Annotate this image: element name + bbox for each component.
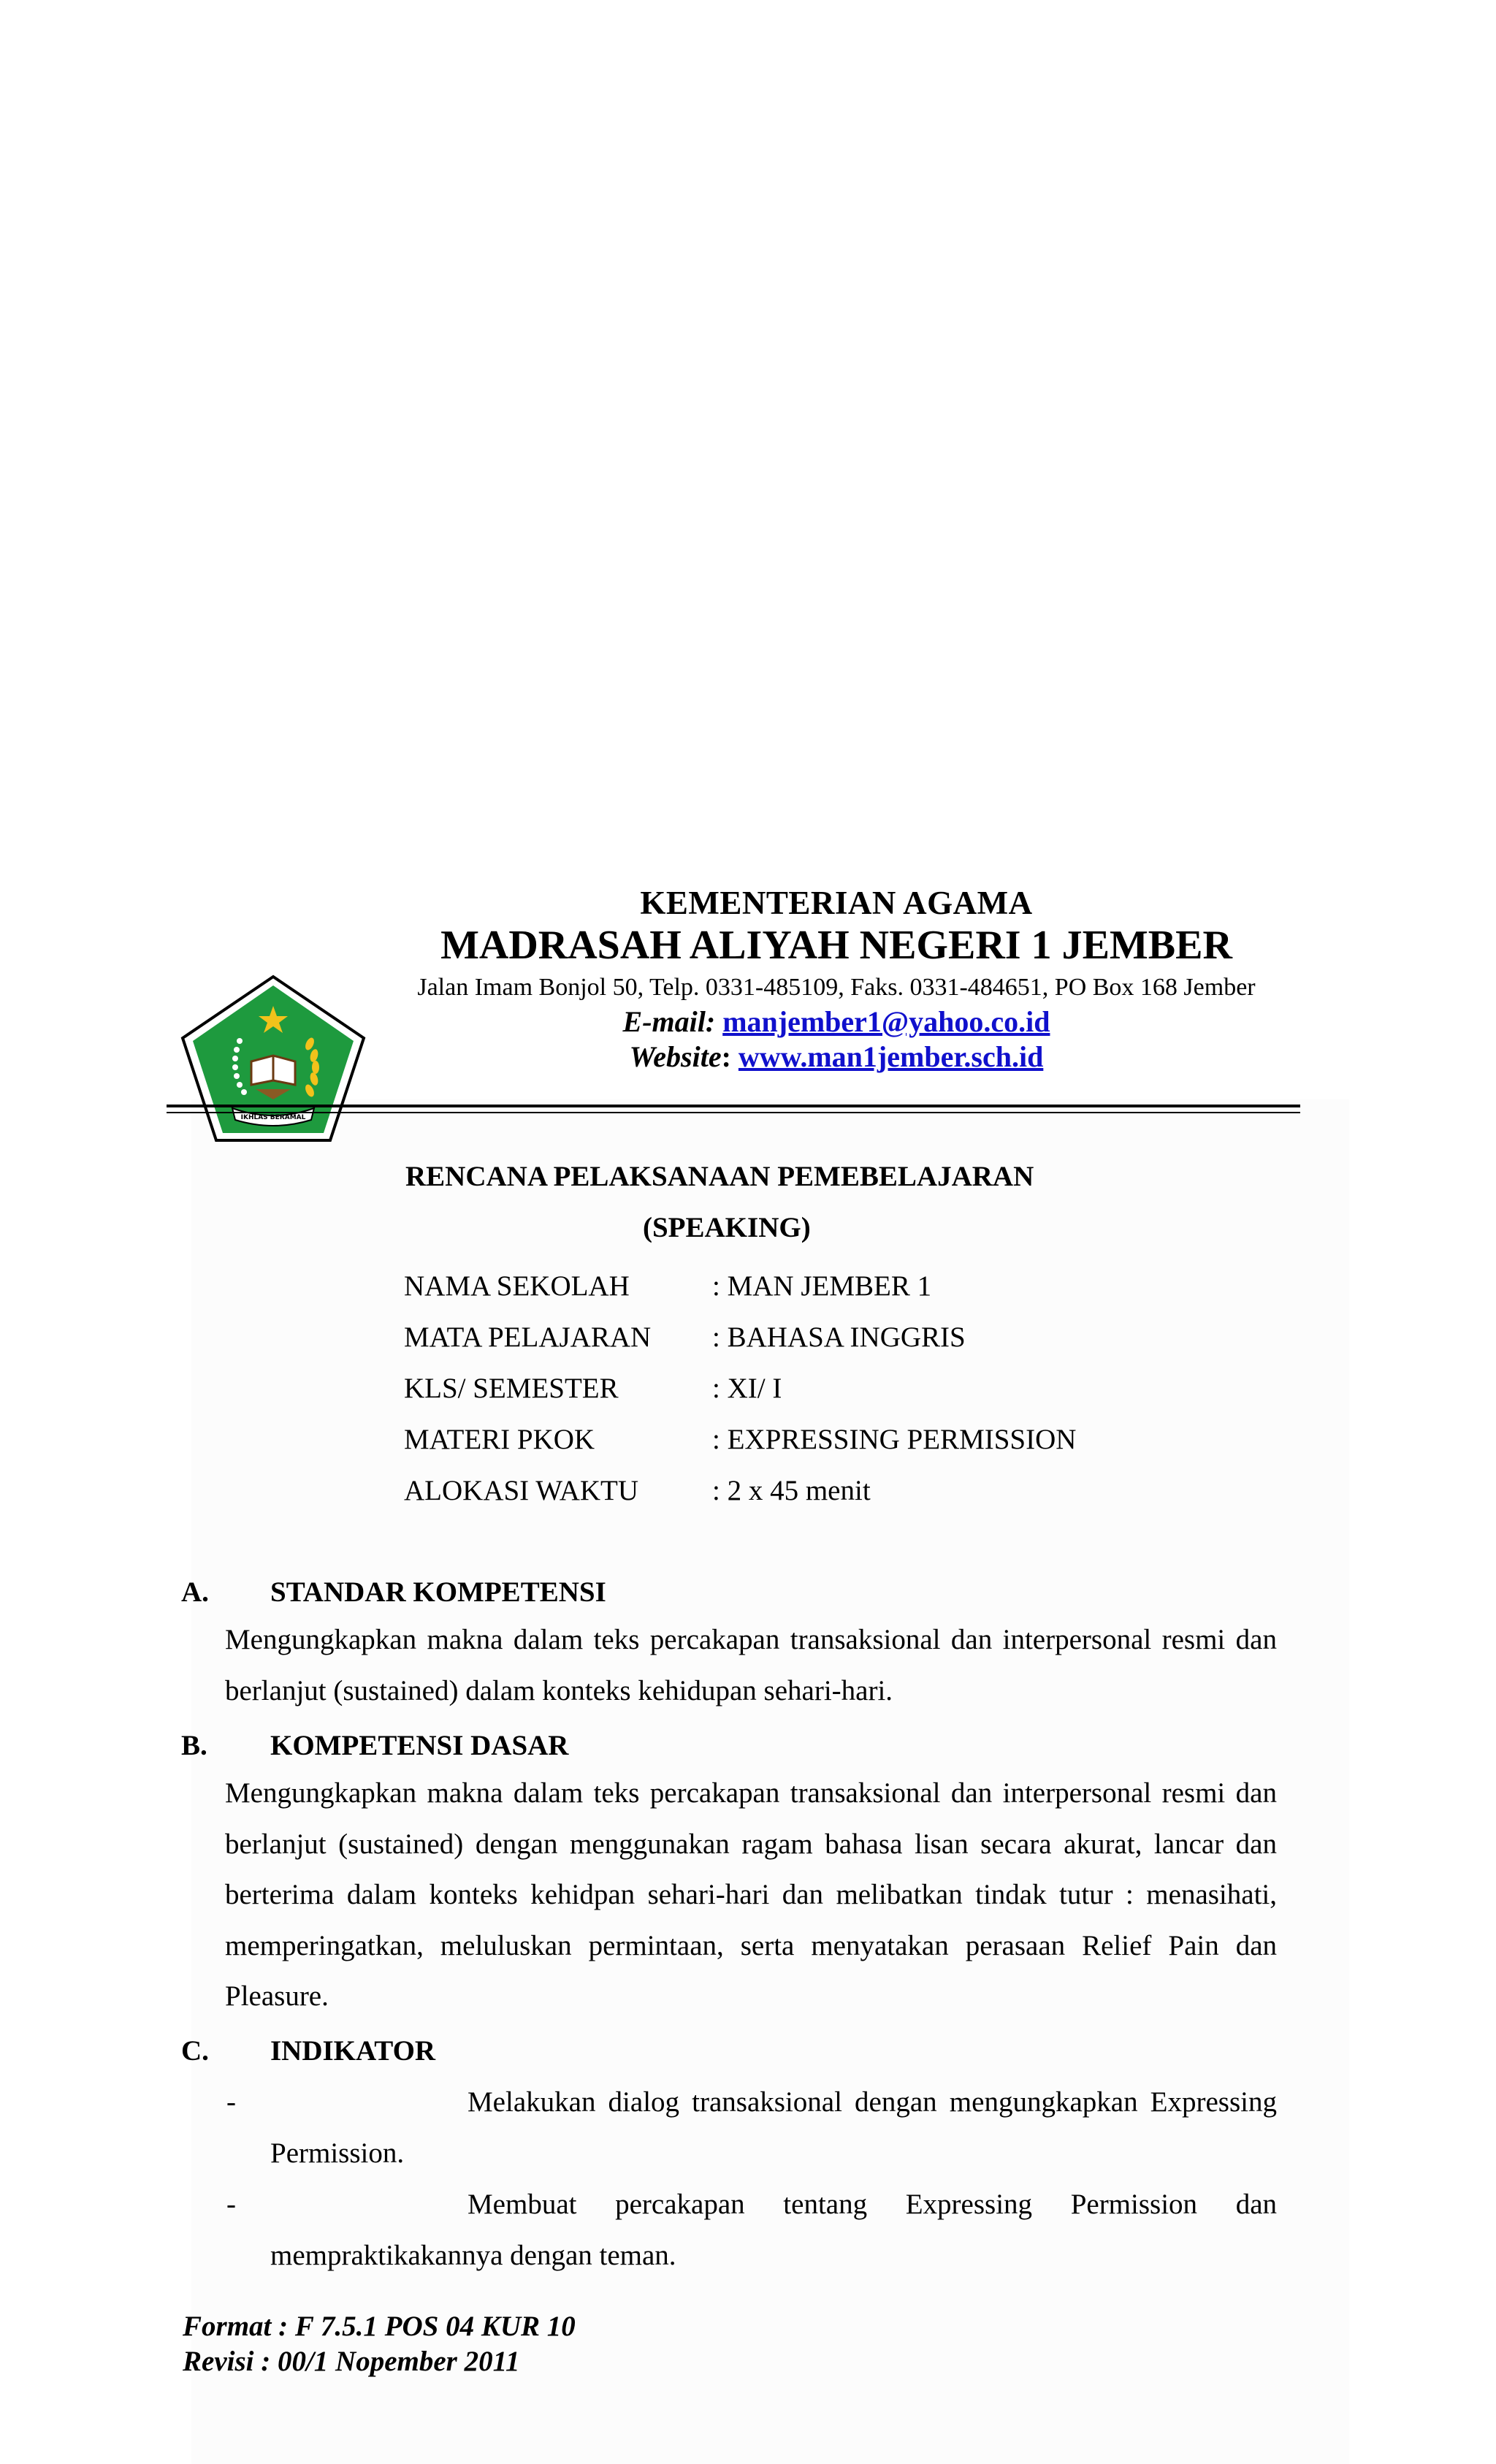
ministry-heading: KEMENTERIAN AGAMA — [640, 885, 1033, 921]
document-title: RENCANA PELAKSANAAN PEMEBELAJARAN — [405, 1161, 1034, 1192]
footer-format: Format : F 7.5.1 POS 04 KUR 10 — [183, 2311, 576, 2342]
section-letter: C. — [181, 2035, 209, 2067]
info-label: NAMA SEKOLAH — [404, 1270, 630, 1302]
document-subtitle: (SPEAKING) — [643, 1212, 811, 1243]
indicator-text-continued: Permission. — [270, 2137, 405, 2169]
section-paragraph: Mengungkapkan makna dalam teks percakapan transaksional dan interpersonal resmi dan berlanjut (sustained) dalam konteks kehidupan sehari-hari. — [225, 1624, 1277, 1706]
info-value: : 2 x 45 menit — [712, 1475, 871, 1506]
indicator-dash: - — [226, 2189, 236, 2220]
indicator-text: Membuat percakapan tentang Expressing Permission dan — [468, 2189, 1277, 2220]
indicator-text-continued: mempraktikakannya dengan teman. — [270, 2240, 676, 2271]
info-value: : BAHASA INGGRIS — [712, 1321, 966, 1353]
info-label: ALOKASI WAKTU — [404, 1475, 639, 1506]
school-address: Jalan Imam Bonjol 50, Telp. 0331-485109, Faks. 0331-484651, PO Box 168 Jember — [417, 974, 1256, 1001]
logo-motto: IKHLAS BERAMAL — [240, 1114, 306, 1121]
info-value: : XI/ I — [712, 1373, 782, 1404]
website-label: Website — [629, 1040, 722, 1073]
website-separator: : — [721, 1040, 731, 1073]
section-letter: A. — [181, 1576, 209, 1608]
ministry-logo — [180, 974, 367, 1143]
email-link[interactable]: manjember1@yahoo.co.id — [722, 1005, 1050, 1038]
indicator-text: Melakukan dialog transaksional dengan mengungkapkan Expressing — [468, 2086, 1277, 2118]
indicator-dash: - — [226, 2086, 236, 2118]
section-title: KOMPETENSI DASAR — [270, 1730, 569, 1761]
section-title: STANDAR KOMPETENSI — [270, 1576, 606, 1608]
header-rule-thick — [167, 1105, 1300, 1107]
section-paragraph: Mengungkapkan makna dalam teks percakapan transaksional dan interpersonal resmi dan berlanjut (sustained) dengan menggunakan ragam bahasa lisan secara akurat, lancar dan berterima dalam konteks kehidpan sehari-hari dan melibatkan tindak tutur : menasihati, memperingatkan, meluluskan permintaan, serta menyatakan perasaan Relief Pain dan Pleasure. — [225, 1777, 1277, 2012]
info-value: : MAN JEMBER 1 — [712, 1270, 932, 1302]
email-label: E-mail: — [622, 1005, 716, 1038]
info-value: : EXPRESSING PERMISSION — [712, 1424, 1077, 1455]
footer-revision: Revisi : 00/1 Nopember 2011 — [183, 2346, 520, 2377]
section-title: INDIKATOR — [270, 2035, 436, 2067]
section-letter: B. — [181, 1730, 207, 1761]
school-name: MADRASAH ALIYAH NEGERI 1 JEMBER — [440, 923, 1232, 968]
header-rule-thin — [167, 1112, 1300, 1113]
info-label: MATA PELAJARAN — [404, 1321, 652, 1353]
info-label: MATERI PKOK — [404, 1424, 595, 1455]
info-label: KLS/ SEMESTER — [404, 1373, 619, 1404]
website-link[interactable]: www.man1jember.sch.id — [738, 1040, 1044, 1073]
